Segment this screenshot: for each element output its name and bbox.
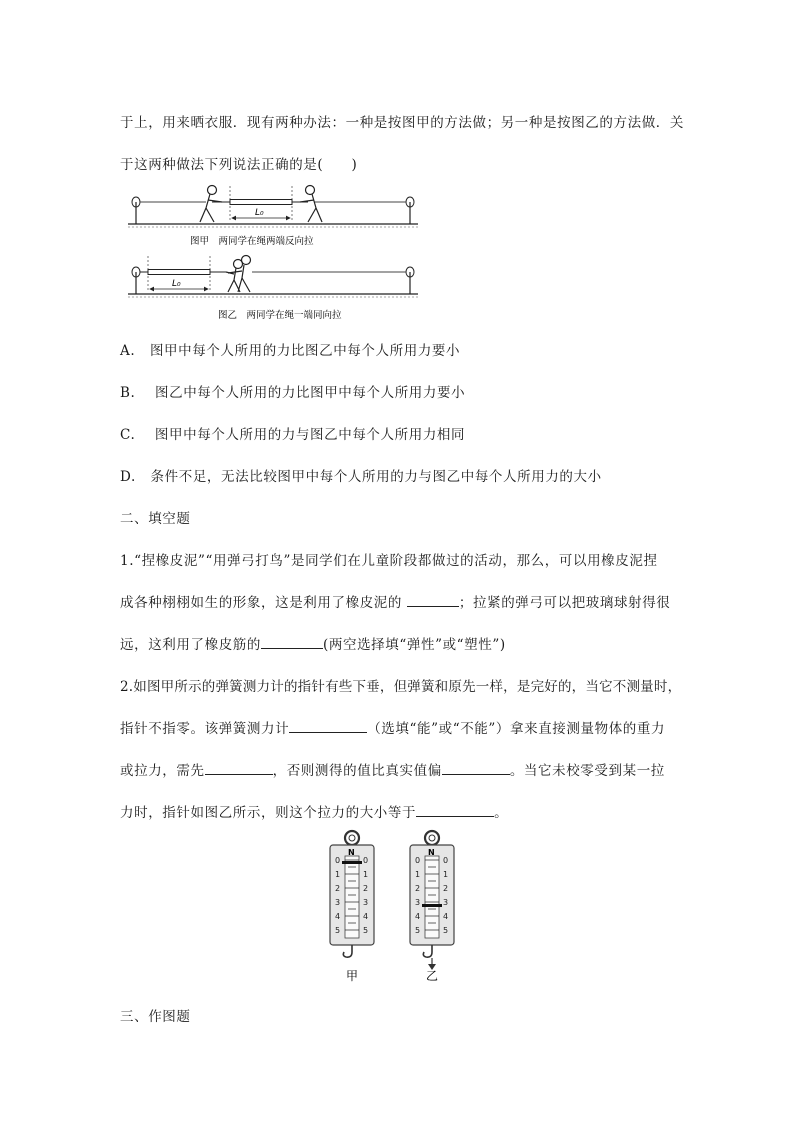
hook-jia	[343, 945, 352, 957]
q2-line-2-b: （选填“能”或“不能”）拿来直接测量物体的重力	[367, 721, 666, 737]
option-a-text: 图甲中每个人所用的力比图乙中每个人所用力要小	[149, 343, 461, 359]
rope-yi	[148, 270, 210, 275]
section-3-title: 三、作图题	[120, 1009, 191, 1025]
q1-line-3-b: (两空选择填“弹性”或“塑性”)	[323, 637, 506, 653]
option-b	[120, 381, 465, 401]
option-a	[120, 339, 460, 359]
q2-line-3-c: 。当它未校零受到某一拉	[509, 763, 665, 779]
option-d-letter: D.	[120, 469, 136, 485]
q1-blank-2[interactable]	[261, 634, 323, 649]
n-unit-jia: N	[348, 848, 355, 857]
spring-scale-yi	[410, 831, 454, 970]
q2-blank-2[interactable]	[205, 760, 273, 775]
q1-line-2-b: ；拉紧的弹弓可以把玻璃球射得很	[458, 595, 671, 611]
q2-line-4-a: 力时，指针如图乙所示，则这个拉力的大小等于	[120, 805, 417, 821]
tick-jia-r-1: 1	[363, 870, 369, 879]
q2-line-2-a: 指针不指零。该弹簧测力计	[120, 721, 290, 737]
tick-jia-r-0: 0	[363, 856, 369, 865]
tick-yi-l-4: 4	[415, 912, 421, 921]
tick-yi-l-3: 3	[415, 898, 421, 907]
tick-jia-l-2: 2	[335, 884, 341, 893]
tick-jia-r-4: 4	[363, 912, 369, 921]
tick-yi-r-1: 1	[443, 870, 449, 879]
tick-yi-l-0: 0	[415, 856, 421, 865]
q2-blank-3[interactable]	[442, 760, 510, 775]
option-d-text: 条件不足，无法比较图甲中每个人所用的力与图乙中每个人所用力的大小	[150, 469, 602, 485]
tick-yi-r-4: 4	[443, 912, 449, 921]
tick-yi-r-2: 2	[443, 884, 449, 893]
tick-yi-r-0: 0	[443, 856, 449, 865]
q1-line-3-a: 远，这利用了橡皮筋的	[120, 637, 261, 653]
option-b-letter: B.	[120, 385, 136, 401]
q2-line-1: 2.如图甲所示的弹簧测力计的指针有些下垂，但弹簧和原先一样，是完好的，当它不测量时，	[120, 679, 682, 695]
person-left-jia	[200, 186, 222, 223]
pointer-yi	[422, 904, 442, 907]
intro-line-1: 于上，用来晒衣服．现有两种办法：一种是按图甲的方法做；另一种是按图乙的方法做．关	[120, 115, 684, 131]
label-jia: 甲	[346, 969, 359, 983]
option-b-text: 图乙中每个人所用的力比图甲中每个人所用力要小	[155, 385, 466, 401]
option-d	[120, 465, 602, 485]
q2-line-4-b: 。	[494, 805, 509, 821]
hook-yi	[423, 945, 432, 957]
q2-line-3	[120, 759, 665, 779]
q1-line-1: 1.“捏橡皮泥”“用弹弓打鸟”是同学们在儿童阶段都做过的活动，那么，可以用橡皮泥捏	[120, 553, 658, 569]
q2-blank-4[interactable]	[416, 802, 494, 817]
tick-jia-l-4: 4	[335, 912, 341, 921]
q1-blank-1[interactable]	[407, 592, 459, 607]
q2-line-3-a: 或拉力，需先	[120, 763, 205, 779]
tick-yi-l-5: 5	[415, 926, 421, 935]
q1-line-2	[120, 591, 670, 611]
section-2-title: 二、填空题	[120, 511, 191, 527]
tick-yi-r-5: 5	[443, 926, 449, 935]
spring-scale-jia	[330, 831, 374, 957]
option-c-text: 图甲中每个人所用的力与图乙中每个人所用力相同	[154, 427, 466, 443]
option-c	[120, 423, 465, 443]
tick-jia-l-3: 3	[335, 898, 341, 907]
L0-label-jia: L₀	[255, 208, 264, 218]
tick-jia-l-1: 1	[335, 870, 341, 879]
rope-jia	[230, 200, 292, 205]
option-c-letter: C.	[120, 427, 136, 443]
option-a-letter: A.	[120, 343, 136, 359]
q2-line-3-b: ，否则测得的值比真实值偏	[272, 763, 442, 779]
spring-scale-figure	[322, 828, 472, 984]
label-yi: 乙	[426, 969, 439, 983]
L0-label-yi: L₀	[172, 279, 181, 289]
tick-yi-r-3: 3	[443, 898, 449, 907]
q2-blank-1[interactable]	[289, 718, 367, 733]
tick-jia-r-3: 3	[363, 898, 369, 907]
person-right-jia	[300, 186, 322, 223]
tick-jia-l-5: 5	[335, 926, 341, 935]
q1-line-2-a: 成各种栩栩如生的形象，这是利用了橡皮泥的	[120, 595, 407, 611]
pointer-jia	[342, 861, 362, 864]
q2-line-2	[120, 717, 665, 737]
caption-yi: 图乙 两同学在绳一端同向拉	[218, 310, 342, 321]
tick-jia-l-0: 0	[335, 856, 341, 865]
tick-yi-l-1: 1	[415, 870, 421, 879]
persons-yi	[226, 256, 251, 293]
caption-jia: 图甲 两同学在绳两端反向拉	[190, 236, 314, 247]
tick-jia-r-2: 2	[363, 884, 369, 893]
rope-figure	[122, 180, 422, 322]
q2-line-4	[120, 801, 508, 821]
intro-line-2: 于这两种做法下列说法正确的是( )	[120, 157, 358, 173]
tick-yi-l-2: 2	[415, 884, 421, 893]
n-unit-yi: N	[428, 848, 435, 857]
q1-line-3	[120, 633, 506, 653]
tick-jia-r-5: 5	[363, 926, 369, 935]
